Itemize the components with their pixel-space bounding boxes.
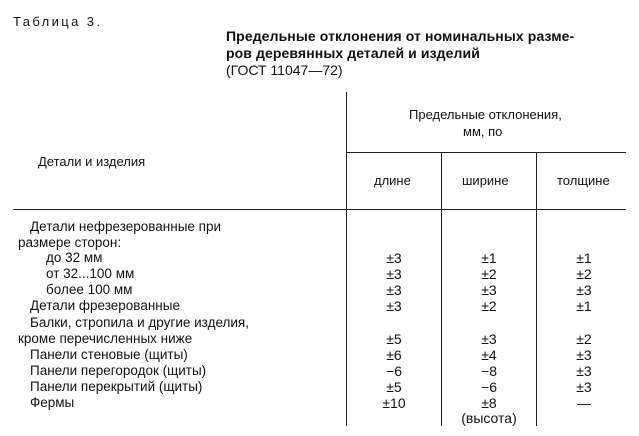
value-width: −6 [481, 379, 497, 395]
row-label: Балки, стропила и другие изделия, [30, 315, 249, 330]
value-thickness: ±3 [576, 363, 592, 379]
row-label: кроме перечисленных ниже [18, 331, 193, 346]
group-header-line-2: мм, по [463, 124, 503, 139]
value-thickness: — [577, 395, 591, 411]
value-length: ±5 [386, 379, 402, 395]
divider-col-2 [441, 152, 442, 426]
value-width: ±3 [481, 331, 497, 347]
row-label: Фермы [30, 395, 75, 410]
header-subdivider [346, 152, 626, 153]
value-length: ±3 [386, 282, 402, 298]
value-width: ±2 [481, 266, 497, 282]
header-bottom-rule [13, 209, 626, 210]
table-title-line-2: ров деревянных деталей и изделий [226, 45, 480, 61]
value-length: ±3 [386, 298, 402, 314]
standard-reference: (ГОСТ 11047—72) [226, 62, 343, 78]
value-thickness: ±3 [576, 379, 592, 395]
row-label: более 100 мм [46, 282, 133, 297]
row-label: Панели перекрытий (щиты) [30, 379, 203, 394]
value-thickness: ±1 [576, 298, 592, 314]
divider-col-3 [536, 152, 537, 426]
row-header: Детали и изделия [38, 154, 146, 169]
value-length: ±6 [386, 347, 402, 363]
value-thickness: ±3 [576, 347, 592, 363]
value-length: −6 [386, 363, 402, 379]
value-width: −8 [481, 363, 497, 379]
value-width: ±3 [481, 282, 497, 298]
value-thickness: ±2 [576, 266, 592, 282]
row-label: Детали нефрезерованные при [30, 219, 222, 234]
value-thickness: ±2 [576, 331, 592, 347]
value-width: ±8 [481, 395, 497, 411]
value-length: ±10 [382, 395, 406, 411]
divider-main [346, 92, 347, 426]
value-thickness: ±1 [576, 250, 592, 266]
row-label: от 32...100 мм [46, 266, 135, 281]
value-length: ±3 [386, 266, 402, 282]
table-label: Таблица 3. [13, 14, 103, 29]
row-label: Панели перегородок (щиты) [30, 363, 207, 378]
value-width: ±2 [481, 298, 497, 314]
value-width: ±1 [481, 250, 497, 266]
column-header-length: длине [374, 173, 411, 188]
table-title-line-1: Предельные отклонения от номинальных разме- [226, 28, 575, 44]
value-thickness: ±3 [576, 282, 592, 298]
column-header-width: ширине [462, 173, 509, 188]
group-header-line-1: Предельные отклонения, [409, 107, 562, 122]
value-width: ±4 [481, 347, 497, 363]
value-width-note: (высота) [461, 410, 517, 426]
row-label: Панели стеновые (щиты) [30, 347, 188, 362]
value-length: ±5 [386, 331, 402, 347]
value-length: ±3 [386, 250, 402, 266]
row-label: Детали фрезерованные [30, 298, 180, 313]
column-header-thickness: толщине [557, 173, 610, 188]
row-label: до 32 мм [46, 250, 103, 265]
row-label: размере сторон: [18, 235, 122, 250]
